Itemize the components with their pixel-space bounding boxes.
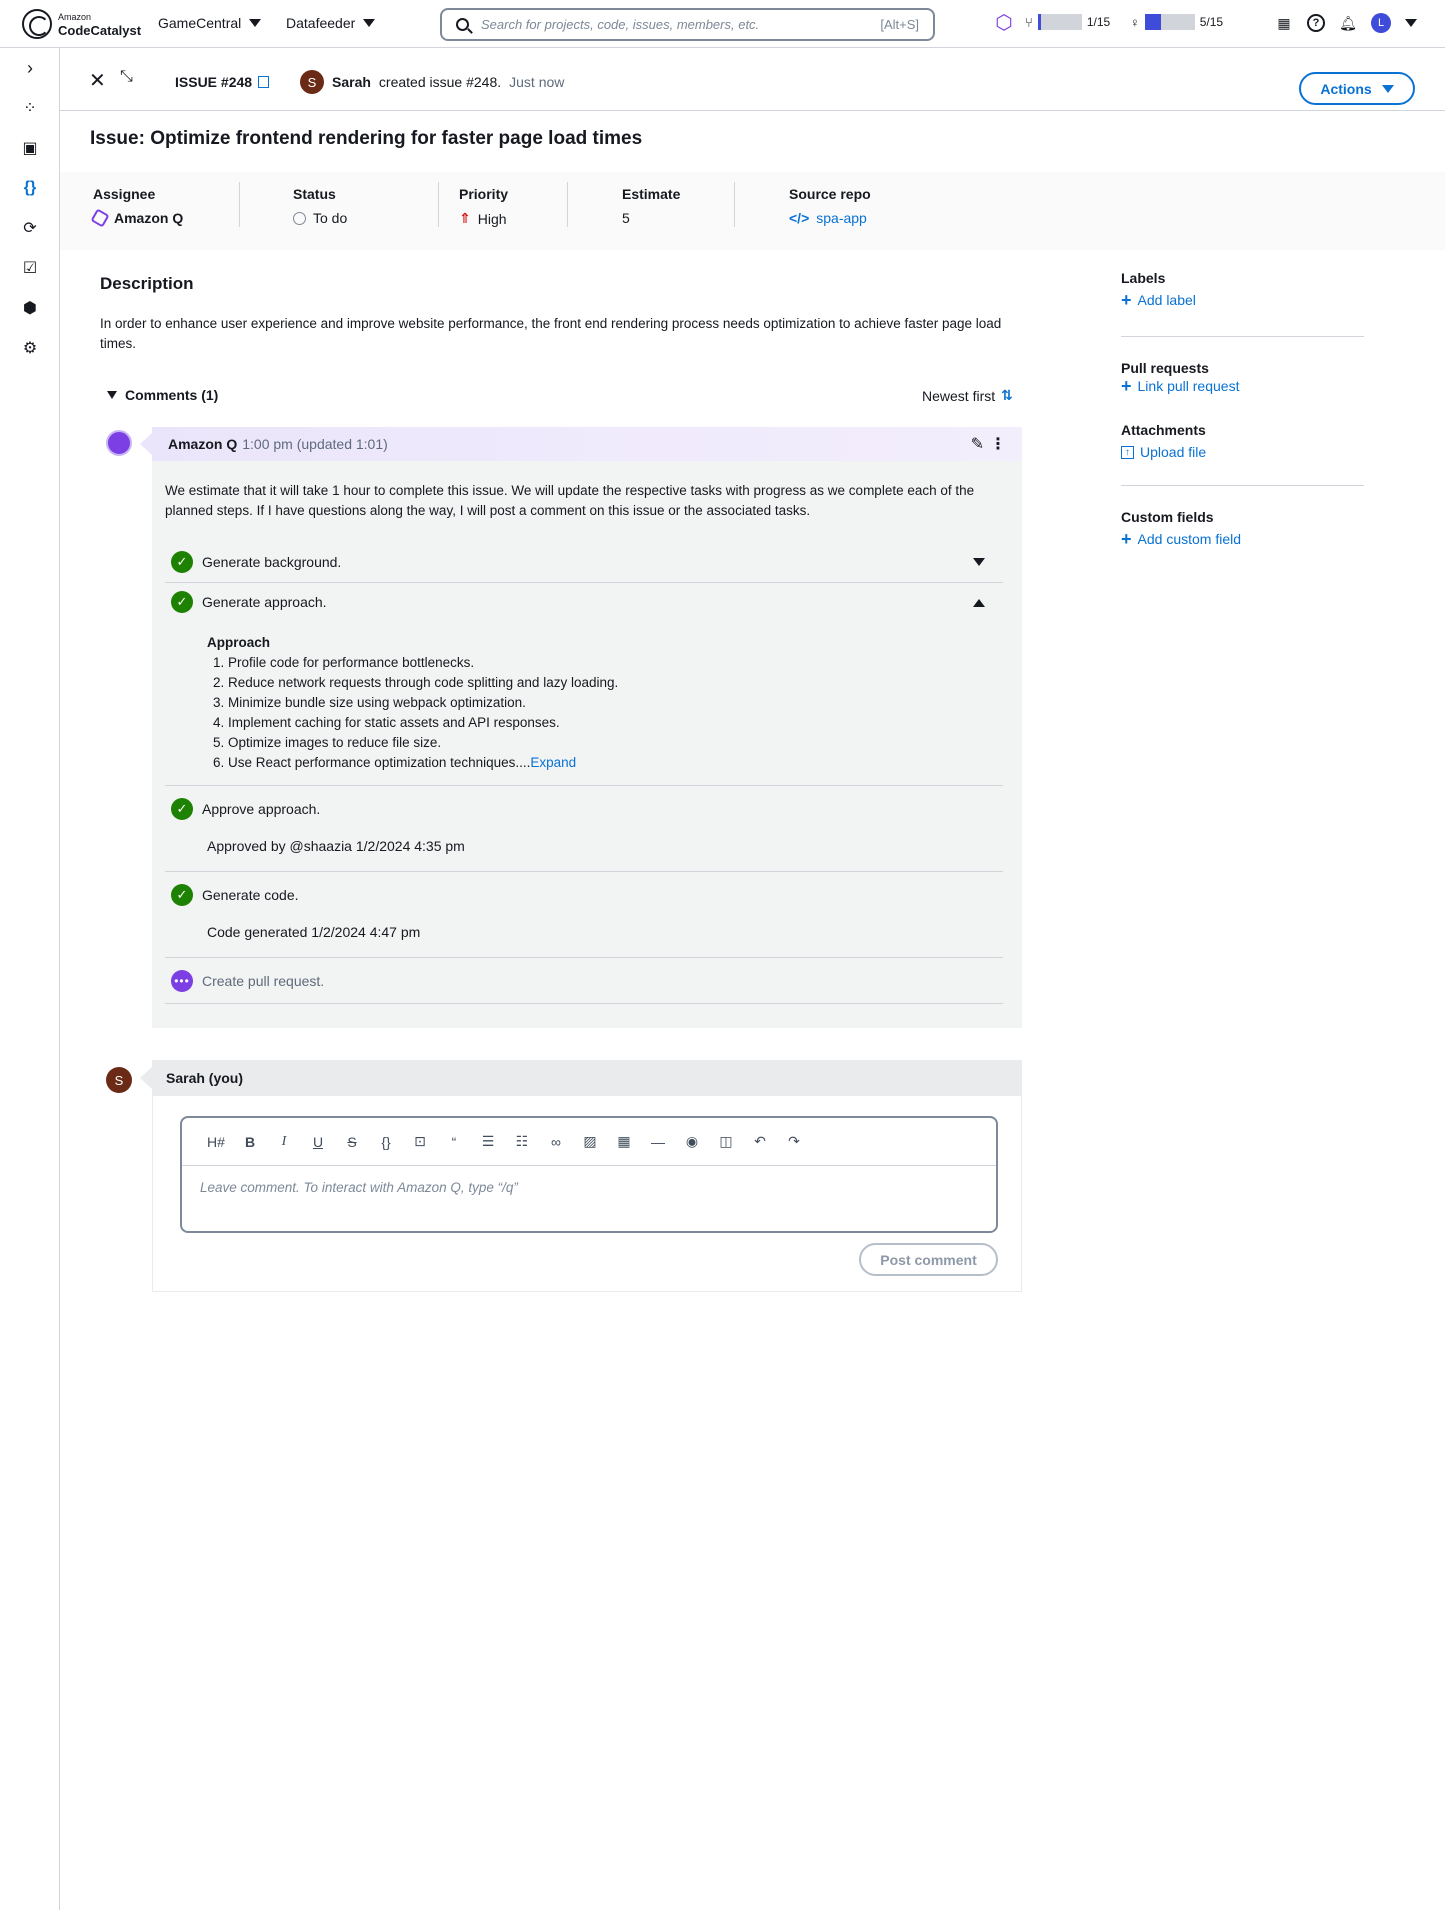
notifications-bell-icon[interactable]: 🔔︎ (1339, 14, 1357, 31)
description-heading: Description (100, 274, 194, 293)
add-label-link[interactable] (1121, 292, 1196, 308)
source-repo-label: Source repo (789, 186, 871, 202)
approach-title: Approach (207, 635, 271, 650)
assignee-field[interactable] (93, 186, 183, 226)
expand-link[interactable]: Expand (530, 755, 577, 770)
q-comment-body (152, 461, 1022, 1028)
upload-file-link[interactable] (1121, 444, 1206, 460)
search-input[interactable] (440, 8, 935, 41)
link-pull-request-link[interactable] (1121, 378, 1239, 394)
code-icon[interactable]: {} (23, 179, 37, 196)
amazon-q-avatar (106, 430, 132, 456)
comment-author: Amazon Q (168, 436, 238, 452)
check-circle-icon: ✓ (171, 798, 193, 820)
status-value: To do (313, 210, 348, 226)
search-shortcut: [Alt+S] (880, 17, 919, 32)
comments-heading: Comments (1) (125, 387, 219, 403)
lightbulb-icon: ♀ (1130, 14, 1140, 30)
approach-list (228, 653, 618, 773)
issues-icon[interactable]: ▣ (22, 140, 38, 157)
labels-section (1121, 270, 1196, 308)
created-activity (300, 70, 564, 94)
undo-icon[interactable]: ↶ (754, 1133, 766, 1149)
estimate-field[interactable] (622, 186, 680, 226)
new-comment-body (152, 1096, 1022, 1292)
repo-name: Datafeeder (286, 15, 356, 31)
preview-eye-icon[interactable]: ◉ (685, 1133, 699, 1149)
source-repo-field (789, 186, 871, 226)
overview-icon[interactable]: ⁘ (23, 100, 37, 117)
step-label: Generate approach. (202, 594, 327, 610)
pin-icon[interactable]: ✎ (970, 436, 984, 453)
code-icon: </> (789, 210, 810, 226)
step-approve-approach[interactable] (165, 786, 1003, 872)
project-selector[interactable] (158, 15, 261, 31)
source-repo-link[interactable]: spa-app (816, 210, 867, 226)
plus-icon: + (1121, 290, 1132, 310)
custom-fields-heading: Custom fields (1121, 509, 1214, 525)
assignee-label: Assignee (93, 186, 156, 202)
in-progress-icon: ••• (171, 970, 193, 992)
quote-icon[interactable]: “ (451, 1133, 457, 1150)
comment-placeholder: Leave comment. To interact with Amazon Q, type “/q” (200, 1180, 518, 1195)
redo-icon[interactable]: ↷ (788, 1133, 800, 1149)
issue-id (175, 74, 269, 90)
step-label: Approve approach. (202, 801, 321, 817)
code-icon[interactable]: {} (381, 1133, 391, 1150)
underline-icon[interactable]: U (312, 1133, 324, 1150)
chevron-down-icon (363, 19, 375, 27)
step-label: Create pull request. (202, 973, 325, 989)
sort-label: Newest first (922, 387, 996, 404)
check-circle-icon: ✓ (171, 591, 193, 613)
strikethrough-icon[interactable]: S (347, 1133, 357, 1150)
created-time: Just now (509, 74, 565, 90)
repo-selector[interactable] (286, 15, 375, 31)
table-icon[interactable]: ▦ (617, 1133, 631, 1149)
issue-header (60, 48, 1445, 111)
custom-fields-section (1121, 509, 1241, 547)
actions-label: Actions (1320, 80, 1372, 97)
step-create-pull-request[interactable] (165, 958, 1003, 1004)
caret-down-icon (107, 391, 117, 399)
image-icon[interactable]: ▨ (583, 1133, 597, 1149)
logo-icon (22, 9, 52, 39)
upload-icon: ↑ (1121, 446, 1134, 459)
close-icon[interactable]: ✕ (89, 70, 106, 92)
estimate-value: 5 (622, 210, 630, 226)
ideas-progress-bar (1145, 14, 1195, 30)
status-circle-icon (293, 212, 306, 225)
chevron-down-icon (249, 19, 261, 27)
priority-label: Priority (459, 186, 509, 202)
list-item (228, 753, 618, 773)
collapse-icon[interactable]: ⤡ (120, 68, 133, 85)
store-icon[interactable]: ▦ (1277, 14, 1291, 31)
list-item: 3. Minimize bundle size using webpack optimization. (228, 693, 618, 713)
logo-small-text: Amazon (58, 12, 92, 22)
link-icon[interactable]: ∞ (551, 1133, 561, 1150)
comment-time: 1:00 pm (updated 1:01) (242, 436, 388, 452)
upload-file-text: Upload file (1140, 444, 1207, 460)
description-text: In order to enhance user experience and improve website performance, the front end rendering process needs optimization to achieve faster page load times. (100, 316, 1002, 351)
top-bar (0, 0, 1445, 48)
issue-meta-row (60, 172, 1445, 250)
list-item: 2. Reduce network requests through code splitting and lazy loading. (228, 673, 618, 693)
comment-text: We estimate that it will take 1 hour to complete this issue. We will update the respective tasks with progress as we complete each of the planned steps. If I have questions along the way, I will post a comment on this issue or the associated tasks. (165, 483, 975, 518)
attachments-heading: Attachments (1121, 422, 1206, 438)
step-generate-code[interactable] (165, 872, 1003, 958)
ci-cd-icon[interactable]: ⟳ (23, 220, 37, 237)
step-label: Generate background. (202, 554, 342, 570)
chevron-down-icon (1382, 85, 1394, 93)
status-label: Status (293, 186, 336, 202)
step-generate-approach[interactable] (165, 583, 1003, 786)
italic-icon[interactable]: I (281, 1133, 287, 1149)
new-comment-author: Sarah (you) (152, 1060, 1022, 1096)
numbered-list-icon[interactable]: ☷ (515, 1133, 529, 1149)
page-title: Issue: Optimize frontend rendering for faster page load times (90, 128, 643, 149)
left-nav-rail (0, 48, 60, 1910)
step-label: Generate code. (202, 887, 299, 903)
priority-field[interactable] (459, 186, 508, 227)
collapse-caret-icon[interactable] (973, 599, 985, 607)
step-detail: Code generated 1/2/2024 4:47 pm (207, 924, 421, 940)
logo-big-text: CodeCatalyst (58, 23, 142, 38)
comments-toggle[interactable] (107, 387, 218, 403)
sort-toggle[interactable] (922, 387, 1013, 404)
attachments-section (1121, 422, 1206, 460)
amazon-q-icon (90, 208, 109, 227)
created-text: created issue #248. (378, 74, 502, 90)
avatar: S (106, 1067, 132, 1093)
plus-icon: + (1121, 376, 1132, 396)
pull-request-icon: ⑂ (1025, 14, 1033, 30)
amazon-q-icon[interactable]: ⬡ (995, 11, 1013, 34)
pull-request-meter[interactable] (1025, 14, 1110, 30)
link-pull-request-text: Link pull request (1137, 378, 1240, 394)
pr-progress-bar (1038, 14, 1082, 30)
ideas-meter[interactable] (1130, 14, 1223, 30)
q-comment-header (152, 427, 1022, 461)
check-circle-icon: ✓ (171, 551, 193, 573)
pr-meter-text: 1/15 (1086, 15, 1111, 29)
list-item: 4. Implement caching for static assets and API responses. (228, 713, 618, 733)
list-item: 1. Profile code for performance bottlenecks. (228, 653, 618, 673)
labels-heading: Labels (1121, 270, 1166, 286)
priority-value: High (477, 210, 507, 227)
codecatalyst-logo[interactable] (22, 9, 141, 39)
priority-high-icon: ⇑ (459, 210, 471, 226)
add-label-text: Add label (1137, 292, 1196, 308)
approach-content (207, 633, 618, 773)
step-detail: Approved by @shaazia 1/2/2024 4:35 pm (207, 838, 465, 854)
help-icon[interactable]: ? (1307, 14, 1325, 32)
status-field[interactable] (293, 186, 347, 226)
list-item: 5. Optimize images to reduce file size. (228, 733, 618, 753)
comment-editor[interactable] (180, 1116, 998, 1233)
estimate-label: Estimate (622, 186, 681, 202)
user-avatar[interactable]: L (1371, 13, 1391, 33)
ideas-meter-text: 5/15 (1199, 15, 1224, 29)
add-custom-field-link[interactable] (1121, 531, 1241, 547)
avatar: S (300, 70, 324, 94)
step-generate-background[interactable] (165, 541, 1003, 583)
pull-requests-heading: Pull requests (1121, 360, 1209, 376)
code-block-icon[interactable]: ⊡ (414, 1133, 426, 1149)
copy-icon[interactable] (258, 76, 269, 88)
post-comment-button[interactable]: Post comment (859, 1243, 998, 1276)
add-custom-field-text: Add custom field (1137, 531, 1242, 547)
horizontal-rule-icon[interactable]: — (651, 1133, 665, 1150)
expand-caret-icon[interactable] (973, 558, 985, 566)
assignee-value: Amazon Q (114, 210, 184, 226)
pull-requests-section (1121, 360, 1239, 394)
issue-id-label: ISSUE #248 (175, 74, 253, 90)
more-options-icon[interactable]: ⋮ (990, 436, 1006, 453)
search-placeholder: Search for projects, code, issues, members, etc. (481, 17, 760, 32)
chevron-down-icon[interactable] (1405, 19, 1417, 27)
heading-icon[interactable]: H# (207, 1133, 225, 1150)
creator-name: Sarah (332, 74, 371, 90)
packages-icon[interactable]: ⬢ (23, 300, 37, 317)
search-icon (456, 18, 469, 31)
split-view-icon[interactable]: ◫ (719, 1133, 733, 1149)
plus-icon: + (1121, 529, 1132, 549)
bold-icon[interactable]: B (244, 1133, 256, 1150)
expand-icon[interactable]: › (27, 57, 33, 78)
project-name: GameCentral (158, 15, 242, 31)
sort-icon: ⇅ (1001, 387, 1013, 403)
settings-icon[interactable]: ⚙ (22, 340, 38, 357)
actions-button[interactable] (1299, 72, 1415, 105)
editor-toolbar (182, 1118, 996, 1166)
bullet-list-icon[interactable]: ☰ (481, 1133, 495, 1149)
list-item-text: Use React performance optimization techniques.... (228, 755, 531, 770)
check-circle-icon: ✓ (171, 884, 193, 906)
reports-icon[interactable]: ☑ (22, 260, 38, 277)
